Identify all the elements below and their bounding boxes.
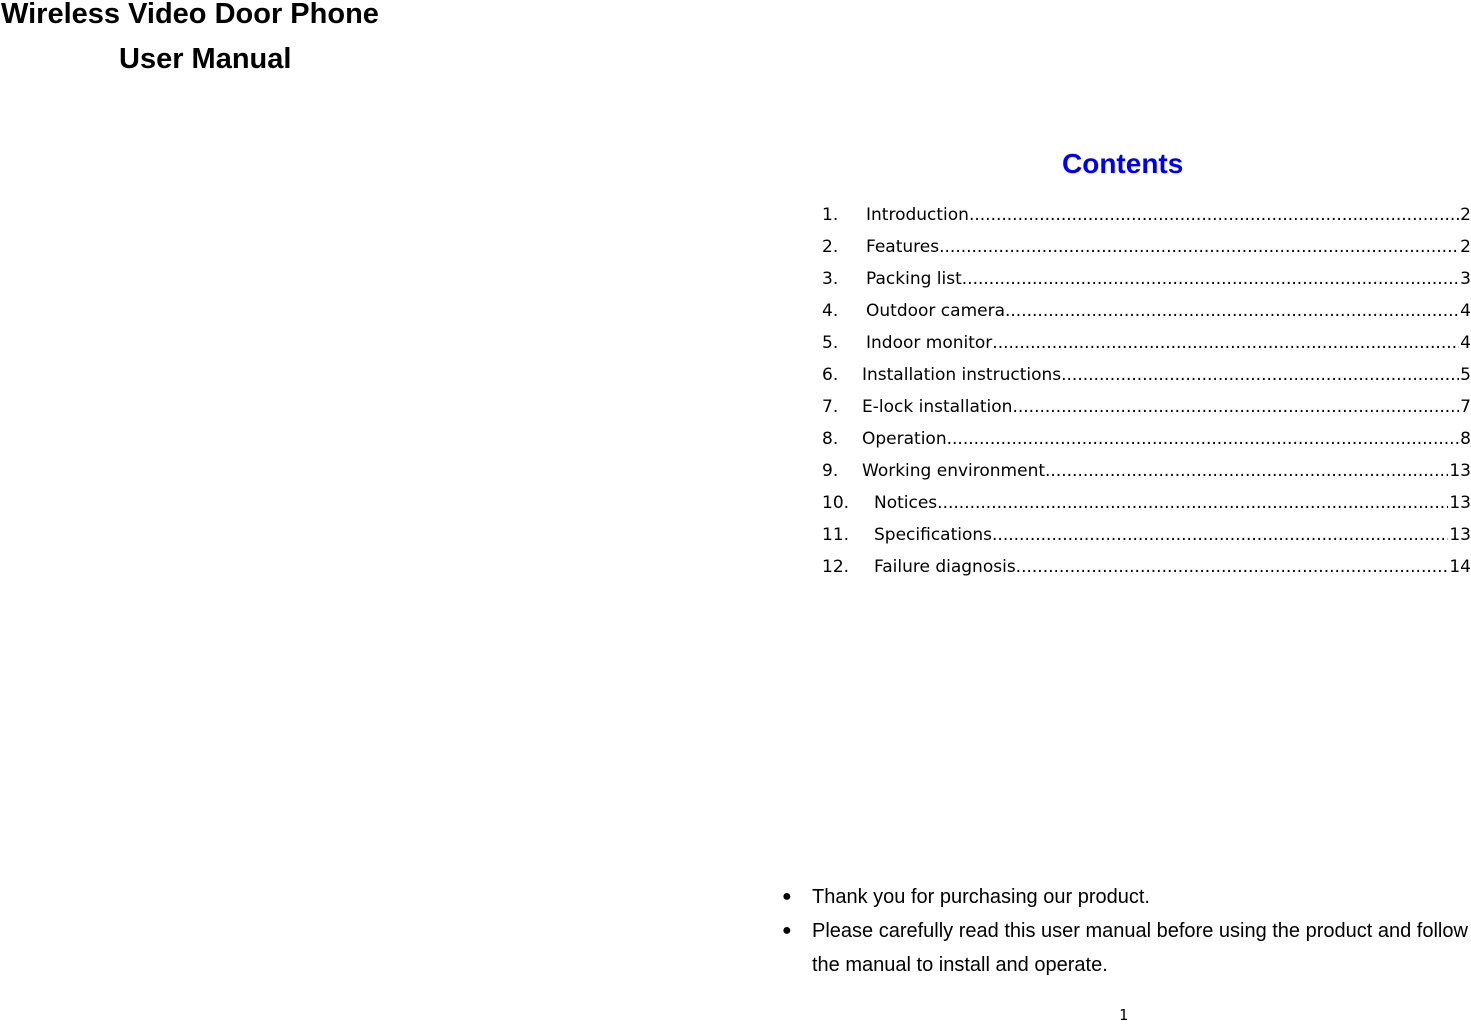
toc-entry-specifications[interactable]	[822, 519, 1471, 551]
toc-entry-page: 13	[1449, 525, 1471, 545]
toc-entry-page: 8	[1460, 429, 1471, 449]
toc-entry-outdoor-camera[interactable]	[822, 295, 1471, 327]
toc-entry-indoor-monitor[interactable]	[822, 327, 1471, 359]
toc-entry-number: 3.	[822, 269, 839, 289]
toc-dot-leader	[1016, 551, 1449, 583]
toc-entry-number: 1.	[822, 205, 839, 225]
toc-entry-number: 11.	[822, 525, 850, 545]
toc-entry-label: Features	[866, 237, 940, 257]
note-item	[782, 914, 1471, 982]
toc-entry-label: Packing list	[866, 269, 962, 289]
toc-entry-page: 7	[1460, 397, 1471, 417]
toc-dot-leader	[1012, 391, 1459, 423]
toc-entry-notices[interactable]	[822, 487, 1471, 519]
toc-entry-operation[interactable]	[822, 423, 1471, 455]
toc-entry-label: Specifications	[874, 525, 993, 545]
toc-entry-number: 2.	[822, 237, 839, 257]
note-text: Thank you for purchasing our product.	[812, 886, 1150, 908]
bullet-icon: ●	[782, 888, 792, 905]
toc-dot-leader	[947, 423, 1460, 455]
toc-entry-label: Outdoor camera	[866, 301, 1005, 321]
toc-entry-label: Installation instructions	[862, 365, 1062, 385]
toc-dot-leader	[992, 519, 1448, 551]
page-number: 1	[1119, 1006, 1129, 1024]
toc-entry-page: 13	[1449, 461, 1471, 481]
table-of-contents	[822, 199, 1471, 583]
toc-entry-failure-diagnosis[interactable]	[822, 551, 1471, 583]
toc-entry-page: 4	[1460, 301, 1471, 321]
bullet-icon: ●	[782, 922, 792, 939]
toc-entry-label: Introduction	[866, 205, 969, 225]
toc-entry-e-lock-installation[interactable]	[822, 391, 1471, 423]
toc-entry-page: 14	[1449, 557, 1471, 577]
toc-dot-leader	[992, 327, 1459, 359]
toc-dot-leader	[939, 231, 1459, 263]
toc-entry-page: 2	[1460, 205, 1471, 225]
toc-entry-packing-list[interactable]	[822, 263, 1471, 295]
toc-entry-page: 5	[1460, 365, 1471, 385]
toc-entry-number: 12.	[822, 557, 850, 577]
toc-dot-leader	[962, 263, 1459, 295]
note-item	[782, 880, 1471, 914]
toc-entry-number: 8.	[822, 429, 839, 449]
toc-entry-page: 4	[1460, 333, 1471, 353]
toc-dot-leader	[937, 487, 1448, 519]
toc-entry-number: 5.	[822, 333, 839, 353]
toc-dot-leader	[1061, 359, 1459, 391]
note-text: Please carefully read this user manual before using the product and follow the manual to install and operate.	[812, 920, 1468, 976]
toc-dot-leader	[1045, 455, 1448, 487]
toc-dot-leader	[969, 199, 1459, 231]
toc-entry-number: 4.	[822, 301, 839, 321]
toc-entry-label: Failure diagnosis	[874, 557, 1016, 577]
toc-entry-label: Operation	[862, 429, 947, 449]
toc-entry-label: Working environment	[862, 461, 1046, 481]
toc-entry-page: 3	[1460, 269, 1471, 289]
document-subtitle: User Manual	[119, 43, 292, 75]
toc-entry-number: 10.	[822, 493, 850, 513]
toc-entry-installation-instructions[interactable]	[822, 359, 1471, 391]
toc-entry-label: Indoor monitor	[866, 333, 993, 353]
toc-entry-number: 6.	[822, 365, 839, 385]
toc-entry-page: 13	[1449, 493, 1471, 513]
toc-entry-introduction[interactable]	[822, 199, 1471, 231]
toc-entry-number: 7.	[822, 397, 839, 417]
document-title: Wireless Video Door Phone	[1, 0, 379, 30]
toc-entry-label: Notices	[874, 493, 938, 513]
toc-entry-features[interactable]	[822, 231, 1471, 263]
contents-heading: Contents	[1062, 148, 1184, 179]
toc-dot-leader	[1005, 295, 1459, 327]
intro-notes	[782, 880, 1471, 982]
toc-entry-number: 9.	[822, 461, 839, 481]
toc-entry-page: 2	[1460, 237, 1471, 257]
toc-entry-label: E-lock installation	[862, 397, 1013, 417]
toc-entry-working-environment[interactable]	[822, 455, 1471, 487]
